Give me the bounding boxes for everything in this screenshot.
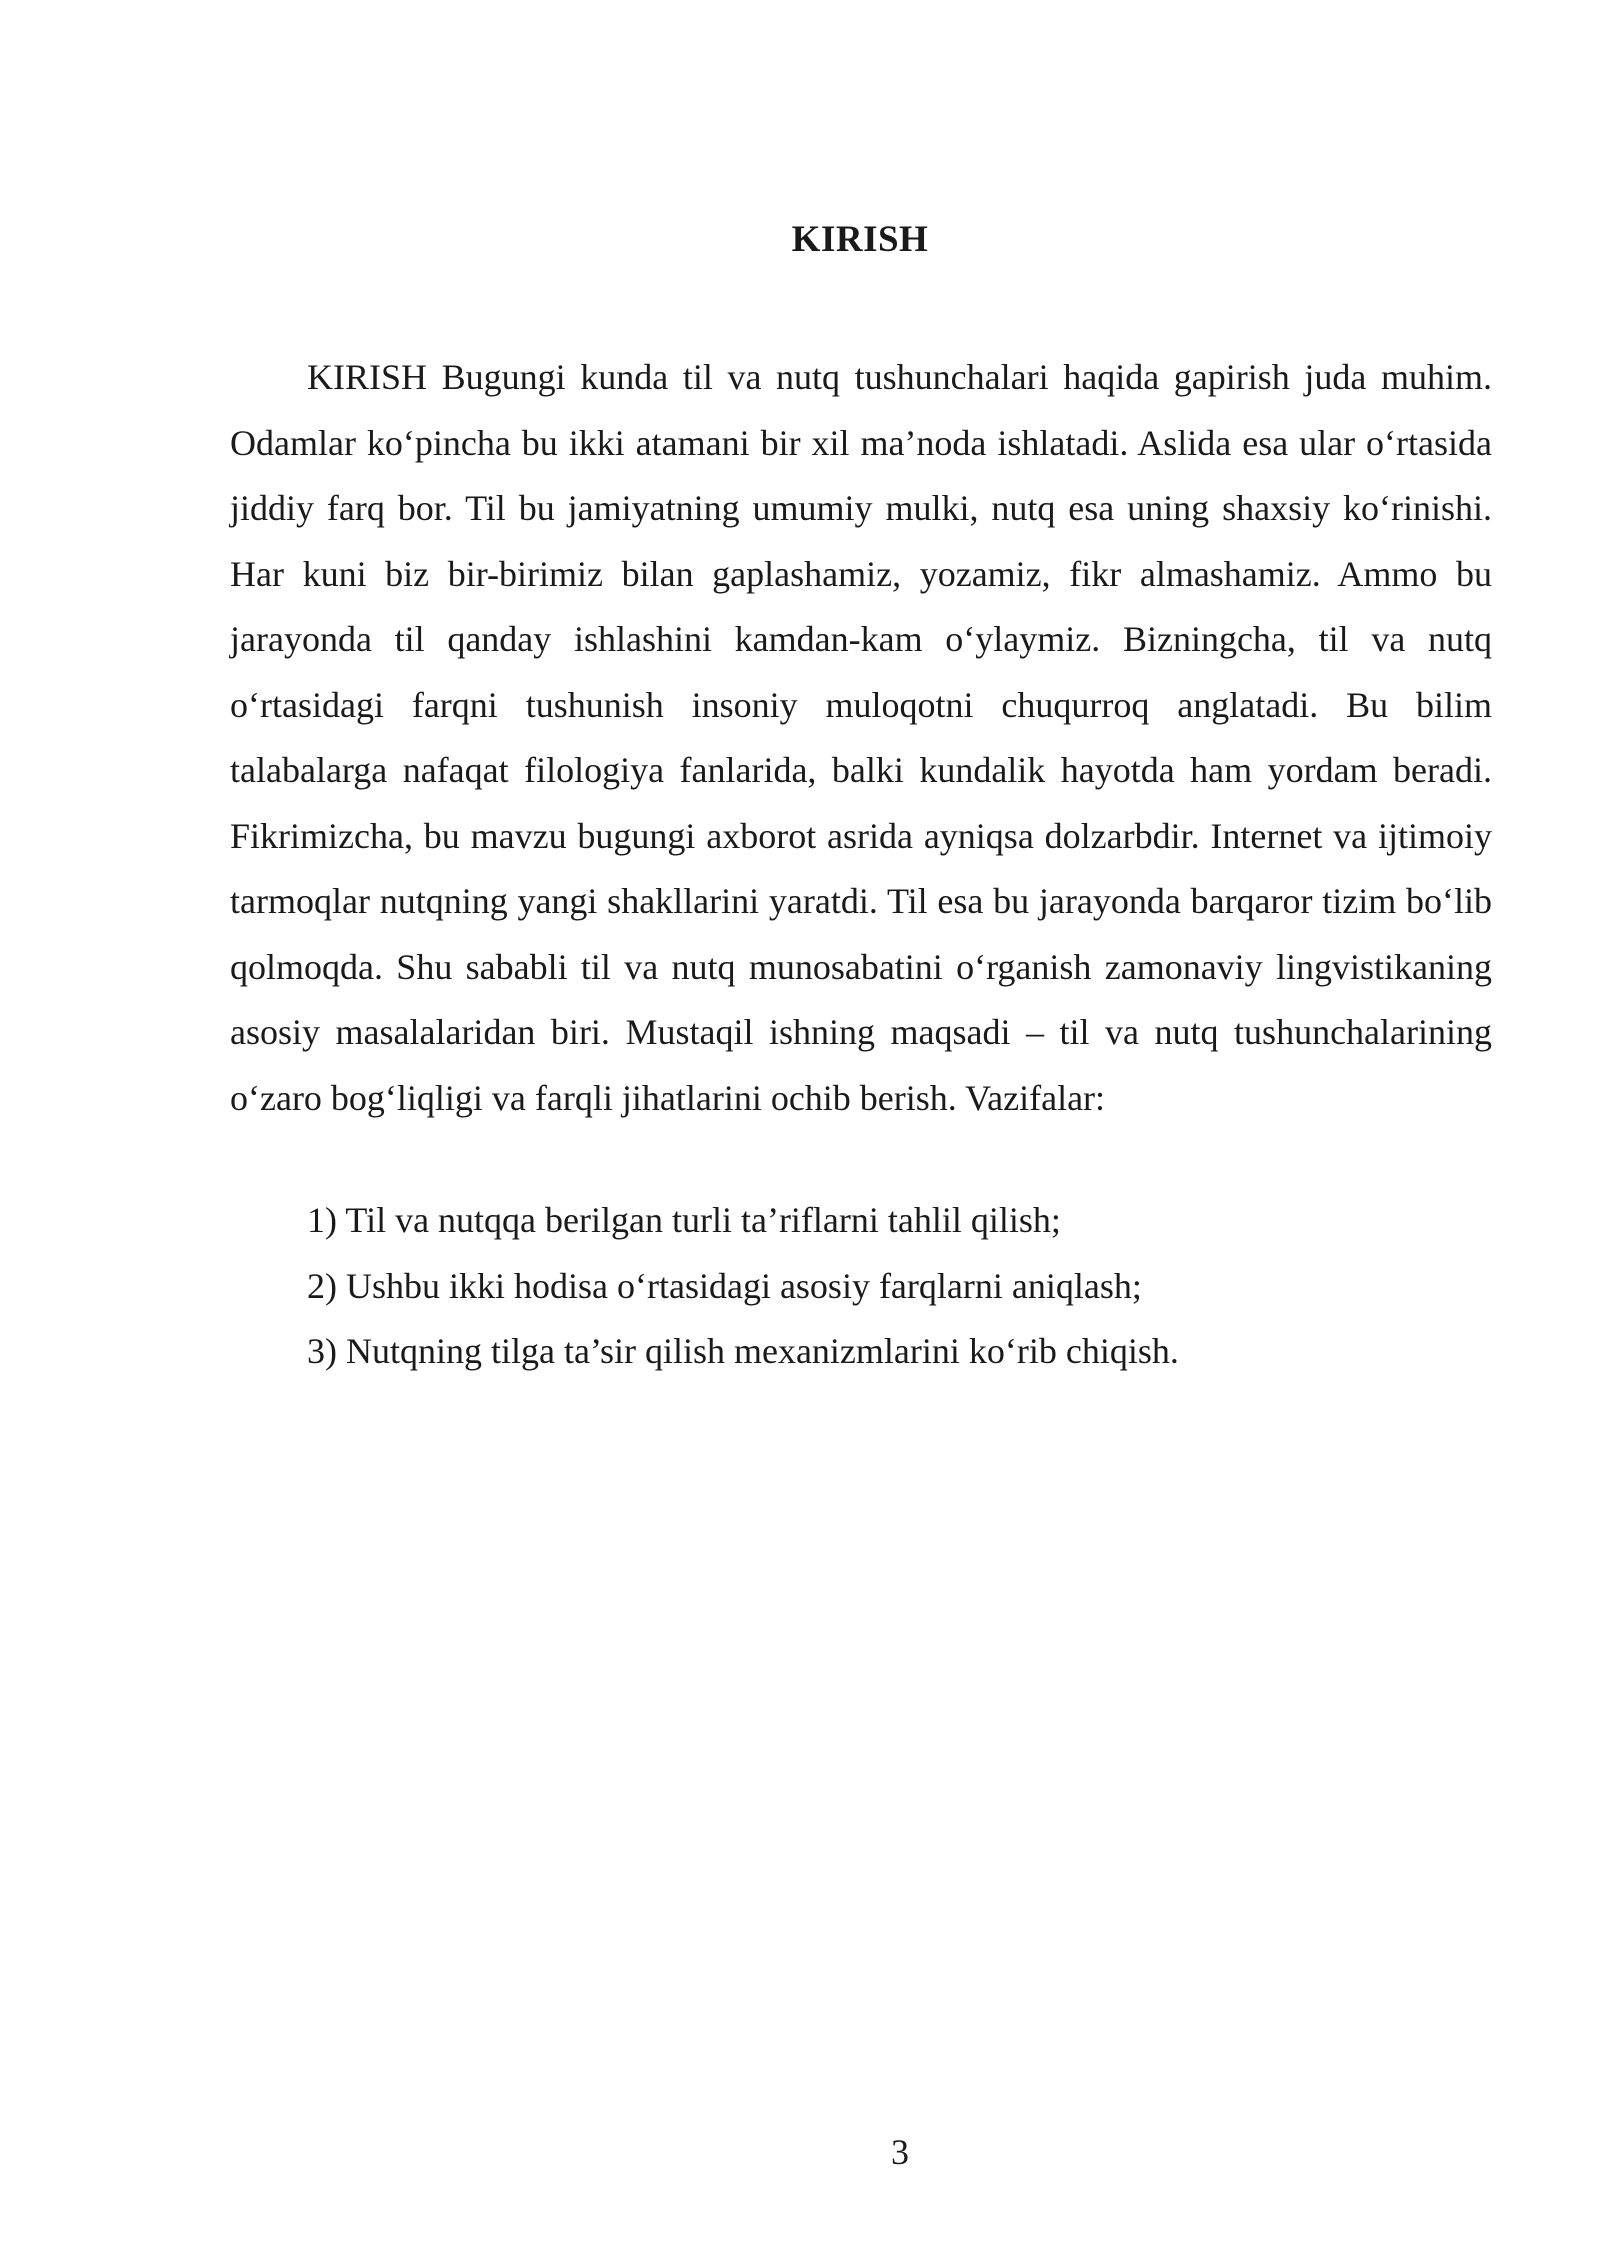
task-list [307,1188,1492,1385]
intro-paragraph: KIRISH Bugungi kunda til va nutq tushunchalari haqida gapirish juda muhim. Odamlar ko‘pincha bu ikki atamani bir xil ma’noda ishlatadi. Aslida esa ular o‘rtasida jiddiy farq bor. Til bu jamiyatning umumiy mulki, nutq esa uning shaxsiy ko‘rinishi. Har kuni biz bir-birimiz bilan gaplashamiz, yozamiz, fikr almashamiz. Ammo bu jarayonda til qanday ishlashini kamdan-kam o‘ylaymiz. Bizningcha, til va nutq o‘rtasidagi farqni tushunish insoniy muloqotni chuqurroq anglatadi. Bu bilim talabalarga nafaqat filologiya fanlarida, balki kundalik hayotda ham yordam beradi. Fikrimizcha, bu mavzu bugungi axborot asrida ayniqsa dolzarbdir. Internet va ijtimoiy tarmoqlar nutqning yangi shakllarini yaratdi. Til esa bu jarayonda barqaror tizim bo‘lib qolmoqda. Shu sababli til va nutq munosabatini o‘rganish zamonaviy lingvistikaning asosiy masalalaridan biri. Mustaqil ishning maqsadi – til va nutq tushunchalarining o‘zaro bog‘liqligi va farqli jihatlarini ochib berish. Vazifalar: [230,357,1492,1118]
page-number: 3 [891,2132,909,2172]
list-item: 3) Nutqning tilga ta’sir qilish mexanizmlarini ko‘rib chiqish. [307,1331,1179,1371]
list-item: 2) Ushbu ikki hodisa o‘rtasidagi asosiy farqlarni aniqlash; [307,1265,1142,1306]
list-item: 1) Til va nutqqa berilgan turli ta’riflarni tahlil qilish; [307,1200,1061,1240]
section-heading: KIRISH [791,219,929,260]
